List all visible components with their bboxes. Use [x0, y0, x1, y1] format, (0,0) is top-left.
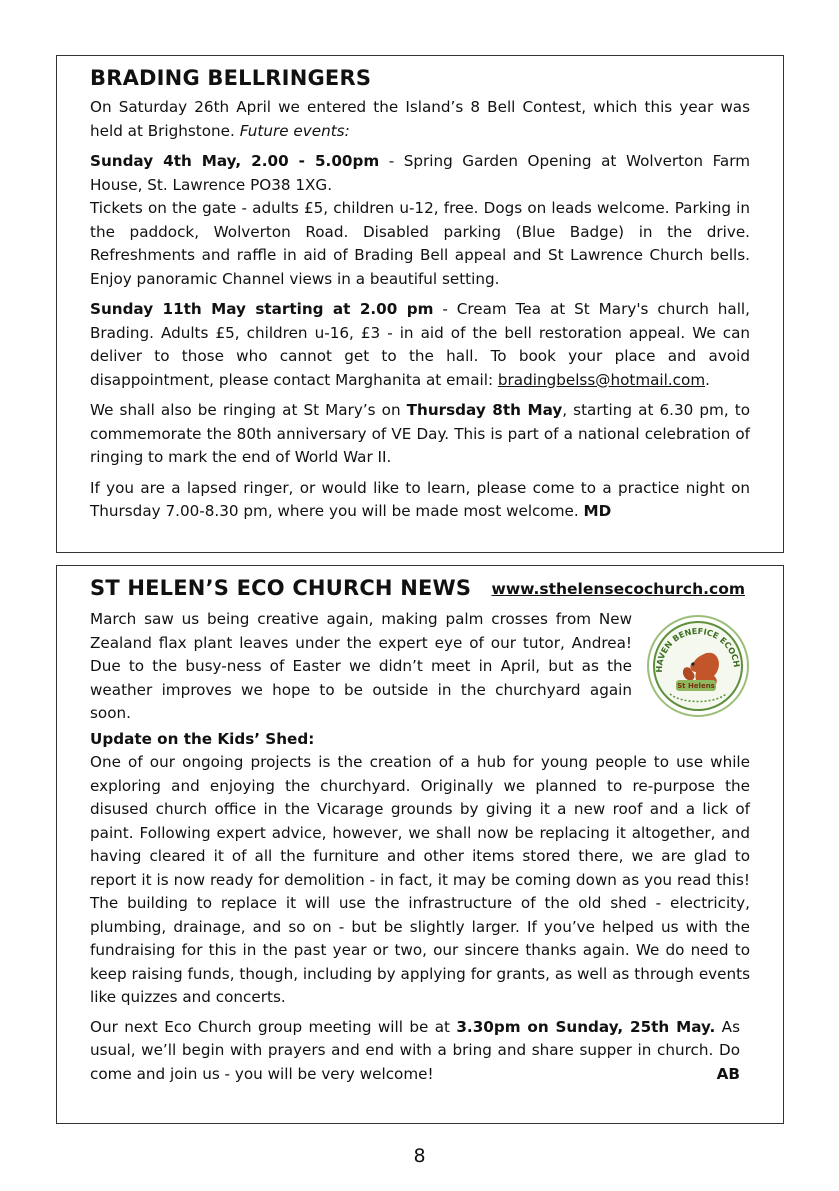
event1-heading: Sunday 4th May, 2.00 - 5.00pm — [90, 152, 380, 170]
meeting-paragraph — [90, 1016, 750, 1087]
event2-heading: Sunday 11th May starting at 2.00 pm — [90, 300, 434, 318]
eco-header — [90, 576, 750, 606]
eco-title: ST HELEN’S ECO CHURCH NEWS — [90, 576, 472, 600]
email-link[interactable]: bradingbelss@hotmail.com — [497, 370, 706, 389]
svg-text:St Helens: St Helens — [677, 682, 715, 690]
event1 — [90, 150, 750, 197]
ve-day-paragraph — [90, 399, 750, 470]
ve-date: Thursday 8th May — [406, 401, 563, 419]
svg-text:THE HAVEN BENEFICE ECOCHURCH: HAVEN BENEFICE ECOCH — [653, 625, 742, 673]
event1-details: Tickets on the gate - adults £5, children u-12, free. Dogs on leads welcome. Parking in the paddock, Wolverton Road. Disabled parking (Blue Badge) in the drive. Refreshments and raffle in aid of Brading Bell appeal and St Lawrence Church bells. Enjoy panoramic Channel views in a beautiful setting. — [90, 199, 750, 288]
eco-signature: AB — [716, 1064, 740, 1083]
bellringers-signature: MD — [583, 502, 612, 520]
learn-paragraph — [90, 477, 750, 524]
bellringers-intro — [90, 96, 750, 143]
eco-church-logo — [646, 614, 750, 718]
page-number: 8 — [413, 1145, 426, 1167]
event2 — [90, 298, 750, 392]
event1-text: - Spring Garden Opening at Wolverton Farm House, St. Lawrence PO38 1XG. — [90, 152, 750, 194]
meeting-text-a: Our next Eco Church group meeting will be at — [90, 1017, 457, 1036]
eco-url-link[interactable]: www.sthelensecochurch.com — [491, 580, 745, 598]
ve-text-a: We shall also be ringing at St Mary’s on — [90, 401, 407, 419]
learn-text: If you are a lapsed ringer, or would like to learn, please come to a practice night on Thursday 7.00-8.30 pm, where you will be made most welcome. — [90, 478, 750, 520]
ve-text-b: , starting at 6.30 pm, to commemorate the 80th anniversary of VE Day. This is part of a national celebration of ringing to mark the end of World War II. — [90, 401, 750, 466]
eco-church-section — [56, 565, 784, 1124]
meeting-time: 3.30pm on Sunday, 25th May. — [456, 1017, 716, 1036]
intro-text: On Saturday 26th April we entered the Island’s 8 Bell Contest, which this year was held at Brighstone. — [90, 98, 750, 140]
bellringers-title: BRADING BELLRINGERS — [90, 66, 372, 90]
kids-shed-text: One of our ongoing projects is the creation of a hub for young people to use while exploring and enjoying the churchyard. Originally we planned to re-purpose the disused church office in the Vicarage grounds by giving it a new roof and a lick of paint. Following expert advice, however, we shall now be replacing it altogether, and having cleared it of all the furniture and other items stored there, we are glad to report it is now ready for demolition - in fact, it may be coming down as you read this! The building to replace it will use the infrastructure of the old shed - electricity, plumbing, drainage, and so on - but be slightly larger. If you’ve helped us with the fundraising for this in the past year or two, our sincere thanks again. We do need to keep raising funds, though, including by applying for grants, as well as through events like quizzes and concerts. — [90, 753, 750, 1006]
bellringers-section — [56, 55, 784, 553]
eco-intro: March saw us being creative again, making palm crosses from New Zealand flax plant leaves under the expert eye of our tutor, Andrea! Due to the busy-ness of Easter we didn’t meet in April, but as the weather improves we hope to be outside in the churchyard again soon. — [90, 610, 632, 722]
kids-shed-subheading: Update on the Kids’ Shed: — [90, 729, 315, 748]
eco-logo-icon — [646, 614, 750, 718]
email-suffix: . — [705, 370, 710, 389]
future-events-label: Future events: — [239, 121, 350, 140]
event2-text: - Cream Tea at St Mary's church hall, Brading. Adults £5, children u-16, £3 - in aid of the bell restoration appeal. We can deliver to those who cannot get to the hall. To book your place and avoid disappointment, please contact Marghanita at email: — [90, 300, 750, 389]
meeting-text-b: As usual, we’ll begin with prayers and end with a bring and share supper in church. Do come and join us - you will be very welcome! — [90, 1017, 740, 1083]
